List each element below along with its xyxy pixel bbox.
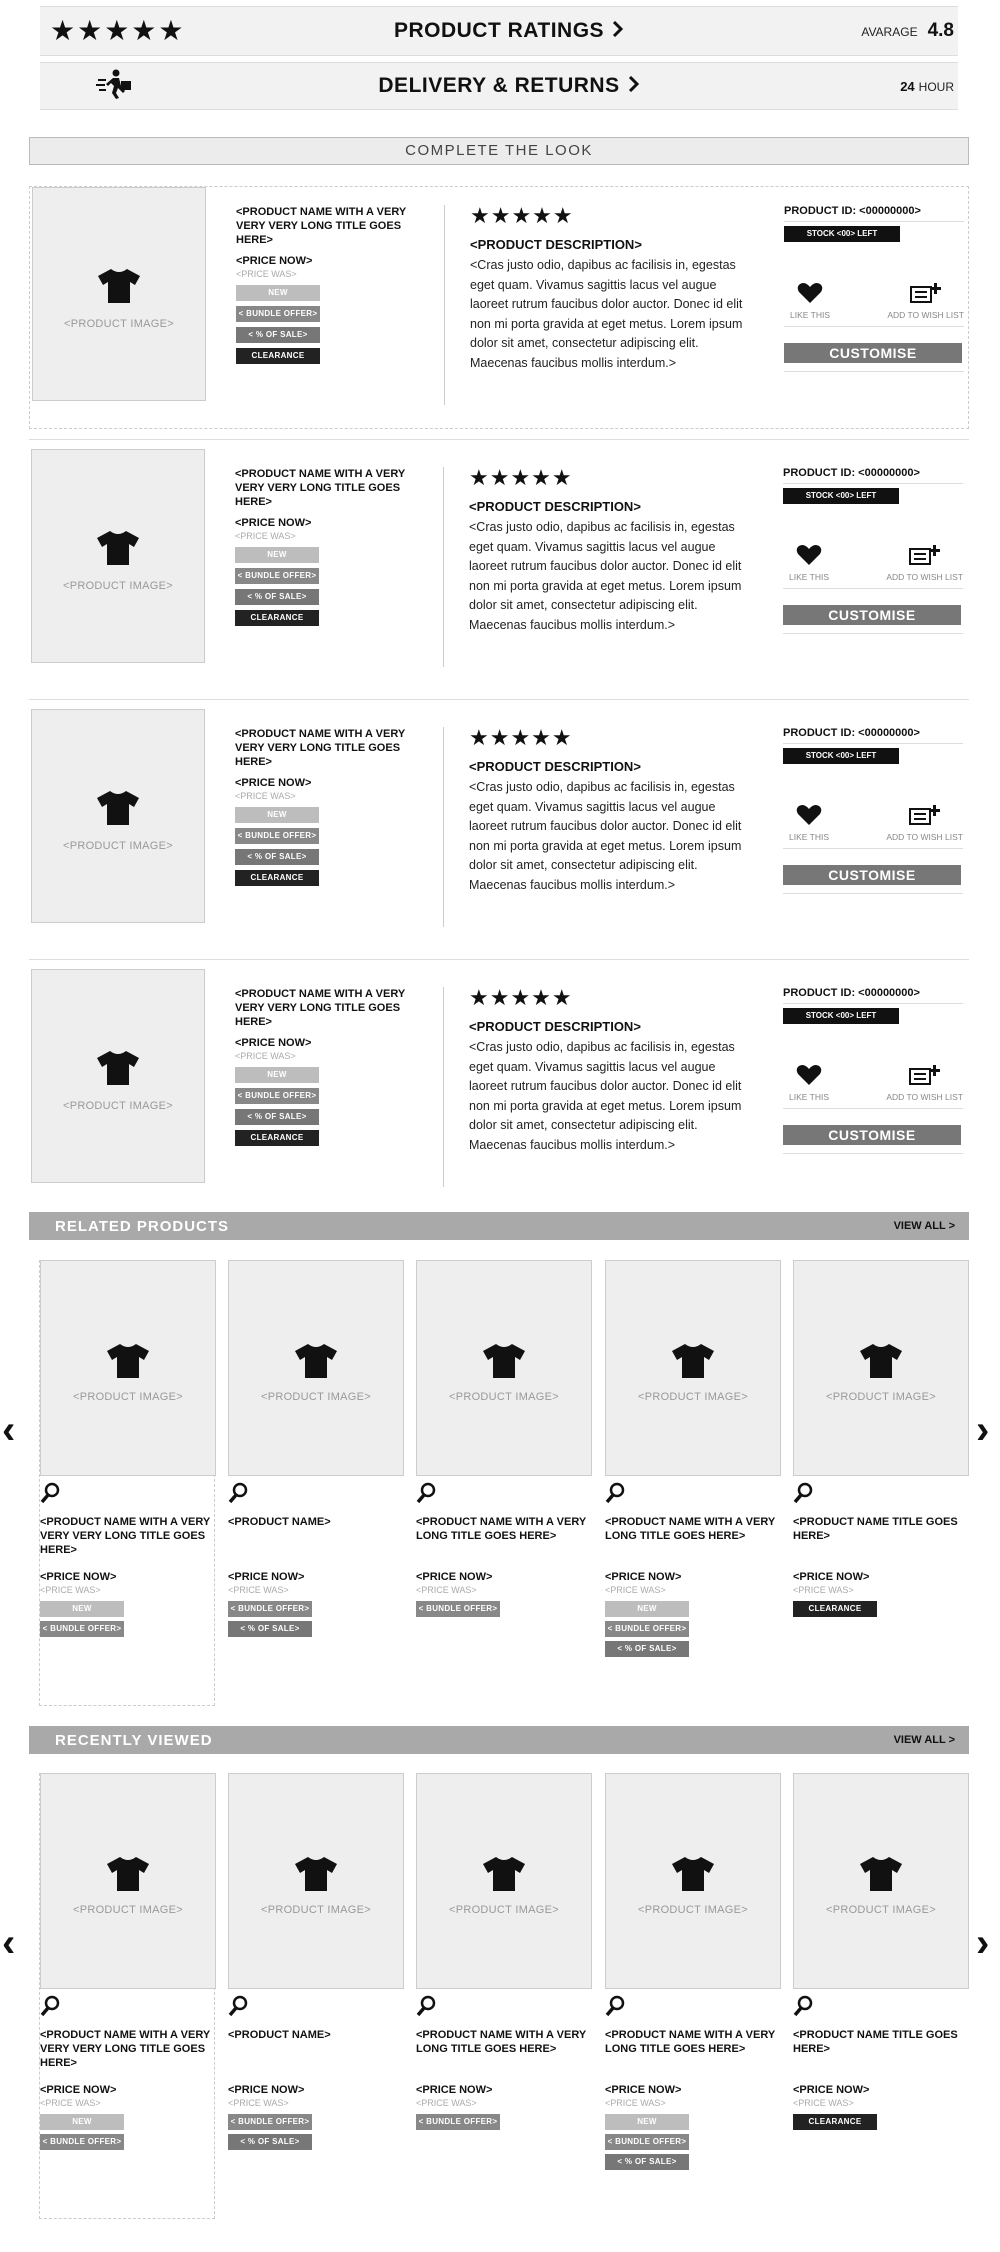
product-image[interactable] [605,1773,781,1989]
rating-stars: ★★★★★ [469,465,573,490]
add-to-wishlist-button[interactable] [886,544,963,582]
product-image[interactable] [31,969,205,1183]
chevron-right-icon [628,74,640,97]
price-was: <PRICE WAS> [235,1051,296,1061]
quick-view-search-icon[interactable] [793,1482,967,1509]
price-now: <PRICE NOW> [235,1037,312,1049]
tag-sale: < % OF SALE> [605,2154,689,2170]
vertical-divider [443,987,444,1187]
tag-new: NEW [605,2114,689,2130]
product-image-label: <PRODUCT IMAGE> [63,318,175,330]
delivery-returns-bar[interactable] [40,62,958,110]
product-card[interactable] [793,1773,969,2130]
tshirt-icon [294,1343,338,1384]
divider [783,1153,963,1154]
heart-icon [789,1064,829,1088]
tag-new: NEW [40,2114,124,2130]
product-name[interactable]: <PRODUCT NAME WITH A VERY VERY VERY LONG TITLE GOES HERE> [40,2029,211,2069]
price-now: <PRICE NOW> [605,2084,682,2096]
price-now: <PRICE NOW> [416,1571,493,1583]
tshirt-icon [482,1856,526,1897]
tag-new: NEW [235,807,319,823]
price-now: <PRICE NOW> [793,2084,870,2096]
product-image[interactable] [416,1260,592,1476]
description-title: <PRODUCT DESCRIPTION> [469,499,641,514]
heart-icon [789,544,829,568]
product-name[interactable]: <PRODUCT NAME WITH A VERY VERY VERY LONG TITLE GOES HERE> [235,468,406,508]
wishlist-add-icon [887,282,964,306]
delivery-hours-value: 24 [900,78,915,94]
product-image[interactable] [40,1260,216,1476]
price-now: <PRICE NOW> [416,2084,493,2096]
tshirt-icon [294,1856,338,1897]
stock-badge: STOCK <00> LEFT [783,748,899,764]
tag-new: NEW [236,285,320,301]
quick-view-search-icon[interactable] [416,1995,590,2022]
product-image[interactable] [793,1260,969,1476]
product-card[interactable] [605,1260,781,1657]
quick-view-search-icon[interactable] [605,1995,779,2022]
tag-sale: < % OF SALE> [228,1621,312,1637]
price-was: <PRICE WAS> [228,1585,289,1595]
tag-new: NEW [40,1601,124,1617]
price-was: <PRICE WAS> [416,2098,477,2108]
product-card[interactable] [39,1260,215,1706]
divider [783,893,963,894]
tag-clear: CLEARANCE [235,1130,319,1146]
tag-bundle: < BUNDLE OFFER> [228,1601,312,1617]
quick-view-search-icon[interactable] [228,1995,402,2022]
wishlist-add-icon [886,804,963,828]
product-ratings-label: PRODUCT RATINGS [393,19,605,42]
product-id: PRODUCT ID: <00000000> [783,467,963,484]
tag-bundle: < BUNDLE OFFER> [236,306,320,322]
like-button[interactable] [789,1064,829,1102]
product-name[interactable]: <PRODUCT NAME WITH A VERY LONG TITLE GOES HERE> [416,2029,587,2055]
product-card[interactable] [228,1260,404,1637]
stock-badge: STOCK <00> LEFT [784,226,900,242]
description-body: <Cras justo odio, dapibus ac facilisis in, egestas eget quam. Vivamus sagittis lacus vel augue laoreet rutrum faucibus dolor auctor. Donec id elit non mi porta gravida at eget metus. Lorem ipsum dolor sit amet, consectetur adipiscing elit. Maecenas faucibus mollis interdum.> [469,780,742,892]
recently-viewed-title: RECENTLY VIEWED [55,1731,213,1749]
divider [784,371,964,372]
carousel-prev-arrow[interactable]: ‹ [2,1921,16,1965]
tag-bundle: < BUNDLE OFFER> [605,2134,689,2150]
product-name[interactable]: <PRODUCT NAME WITH A VERY VERY VERY LONG TITLE GOES HERE> [235,728,406,768]
product-image[interactable] [793,1773,969,1989]
tshirt-icon [106,1856,150,1897]
price-was: <PRICE WAS> [416,1585,477,1595]
product-image-label: <PRODUCT IMAGE> [260,1391,372,1403]
tag-new: NEW [235,547,319,563]
wishlist-label: ADD TO WISH LIST [886,1092,963,1102]
quick-view-search-icon[interactable] [416,1482,590,1509]
product-card[interactable] [416,1260,592,1617]
complete-the-look-header: COMPLETE THE LOOK [29,137,969,165]
product-image[interactable] [31,449,205,663]
tag-bundle: < BUNDLE OFFER> [235,828,319,844]
rating-stars: ★★★★★ [50,15,186,46]
tshirt-icon [96,1050,140,1091]
like-label: LIKE THIS [790,310,830,320]
product-image[interactable] [228,1260,404,1476]
tag-sale: < % OF SALE> [235,849,319,865]
product-name[interactable]: <PRODUCT NAME WITH A VERY LONG TITLE GOES HERE> [605,2029,776,2055]
look-item [29,709,969,952]
tag-clear: CLEARANCE [235,870,319,886]
price-was: <PRICE WAS> [236,269,297,279]
wishlist-add-icon [886,544,963,568]
divider [29,439,969,440]
recent-view-all-link[interactable]: VIEW ALL > [893,1734,955,1746]
price-now: <PRICE NOW> [605,1571,682,1583]
product-name[interactable]: <PRODUCT NAME WITH A VERY VERY VERY LONG TITLE GOES HERE> [40,1516,211,1556]
product-id: PRODUCT ID: <00000000> [783,987,963,1004]
price-was: <PRICE WAS> [605,1585,666,1595]
tag-clear: CLEARANCE [236,348,320,364]
like-button[interactable] [790,282,830,320]
description-body: <Cras justo odio, dapibus ac facilisis in, egestas eget quam. Vivamus sagittis lacus vel augue laoreet rutrum faucibus dolor auctor. Donec id elit non mi porta gravida at eget metus. Lorem ipsum dolor sit amet, consectetur adipiscing elit. Maecenas faucibus mollis interdum.> [470,258,743,370]
product-image[interactable] [31,709,205,923]
vertical-divider [443,467,444,667]
tag-sale: < % OF SALE> [236,327,320,343]
look-item [29,449,969,692]
delivery-person-icon [96,69,134,104]
product-name[interactable]: <PRODUCT NAME> [228,2029,331,2041]
product-card[interactable] [416,1773,592,2130]
customise-button[interactable]: CUSTOMISE [783,605,961,625]
recently-viewed-header [29,1726,969,1754]
product-image-label: <PRODUCT IMAGE> [637,1904,749,1916]
tag-sale: < % OF SALE> [605,1641,689,1657]
vertical-divider [444,205,445,405]
like-label: LIKE THIS [789,1092,829,1102]
look-item [29,186,969,429]
wishlist-label: ADD TO WISH LIST [886,572,963,582]
tag-bundle: < BUNDLE OFFER> [40,1621,124,1637]
tshirt-icon [671,1343,715,1384]
price-now: <PRICE NOW> [236,255,313,267]
product-id: PRODUCT ID: <00000000> [784,205,964,222]
product-name[interactable]: <PRODUCT NAME WITH A VERY VERY VERY LONG TITLE GOES HERE> [235,988,406,1028]
quick-view-search-icon[interactable] [228,1482,402,1509]
tshirt-icon [482,1343,526,1384]
divider [29,699,969,700]
product-name[interactable]: <PRODUCT NAME WITH A VERY LONG TITLE GOES HERE> [416,1516,587,1542]
tshirt-icon [96,530,140,571]
price-was: <PRICE WAS> [228,2098,289,2108]
tag-bundle: < BUNDLE OFFER> [228,2114,312,2130]
product-image[interactable] [416,1773,592,1989]
tag-new: NEW [235,1067,319,1083]
heart-icon [790,282,830,306]
related-view-all-link[interactable]: VIEW ALL > [893,1220,955,1232]
description-title: <PRODUCT DESCRIPTION> [469,759,641,774]
tag-sale: < % OF SALE> [228,2134,312,2150]
price-now: <PRICE NOW> [40,2084,117,2096]
tshirt-icon [97,268,141,309]
product-image-label: <PRODUCT IMAGE> [72,1391,184,1403]
product-name[interactable]: <PRODUCT NAME TITLE GOES HERE> [793,2029,958,2055]
tshirt-icon [859,1856,903,1897]
price-now: <PRICE NOW> [40,1571,117,1583]
product-name[interactable]: <PRODUCT NAME WITH A VERY LONG TITLE GOES HERE> [605,1516,776,1542]
delivery-returns-label: DELIVERY & RETURNS [378,74,620,97]
tag-sale: < % OF SALE> [235,1109,319,1125]
price-was: <PRICE WAS> [235,531,296,541]
tag-bundle: < BUNDLE OFFER> [40,2134,124,2150]
product-image-label: <PRODUCT IMAGE> [62,840,174,852]
add-to-wishlist-button[interactable] [886,1064,963,1102]
price-was: <PRICE WAS> [40,1585,101,1595]
product-image-label: <PRODUCT IMAGE> [448,1391,560,1403]
price-now: <PRICE NOW> [228,2084,305,2096]
price-was: <PRICE WAS> [235,791,296,801]
wishlist-label: ADD TO WISH LIST [886,832,963,842]
price-was: <PRICE WAS> [605,2098,666,2108]
product-id: PRODUCT ID: <00000000> [783,727,963,744]
like-label: LIKE THIS [789,572,829,582]
rating-stars: ★★★★★ [469,985,573,1010]
product-image-label: <PRODUCT IMAGE> [260,1904,372,1916]
delivery-hours-label: HOUR [918,79,954,94]
product-image-label: <PRODUCT IMAGE> [62,1100,174,1112]
chevron-right-icon [612,19,624,42]
price-was: <PRICE WAS> [793,1585,854,1595]
product-card[interactable] [605,1773,781,2170]
tag-bundle: < BUNDLE OFFER> [416,2114,500,2130]
description-body: <Cras justo odio, dapibus ac facilisis in, egestas eget quam. Vivamus sagittis lacus vel augue laoreet rutrum faucibus dolor auctor. Donec id elit non mi porta gravida at eget metus. Lorem ipsum dolor sit amet, consectetur adipiscing elit. Maecenas faucibus mollis interdum.> [469,1040,742,1152]
product-image[interactable] [32,187,206,401]
stock-badge: STOCK <00> LEFT [783,1008,899,1024]
divider [29,959,969,960]
quick-view-search-icon[interactable] [40,1482,212,1509]
tshirt-icon [859,1343,903,1384]
quick-view-search-icon[interactable] [793,1995,967,2022]
product-name[interactable]: <PRODUCT NAME> [228,1516,331,1528]
customise-button[interactable]: CUSTOMISE [784,343,962,363]
product-name[interactable]: <PRODUCT NAME TITLE GOES HERE> [793,1516,958,1542]
average-value: 4.8 [927,20,954,41]
add-to-wishlist-button[interactable] [887,282,964,320]
tag-clear: CLEARANCE [235,610,319,626]
related-products-title: RELATED PRODUCTS [55,1217,230,1235]
wishlist-label: ADD TO WISH LIST [887,310,964,320]
average-label: AVARAGE [861,25,918,39]
tshirt-icon [96,790,140,831]
tag-bundle: < BUNDLE OFFER> [605,1621,689,1637]
tag-bundle: < BUNDLE OFFER> [235,1088,319,1104]
carousel-next-arrow[interactable]: › [976,1408,990,1452]
tshirt-icon [106,1343,150,1384]
rating-stars: ★★★★★ [470,203,574,228]
product-image-label: <PRODUCT IMAGE> [825,1904,937,1916]
product-card[interactable] [39,1773,215,2219]
price-now: <PRICE NOW> [793,1571,870,1583]
tag-bundle: < BUNDLE OFFER> [235,568,319,584]
price-now: <PRICE NOW> [228,1571,305,1583]
product-image-label: <PRODUCT IMAGE> [62,580,174,592]
product-image-label: <PRODUCT IMAGE> [825,1391,937,1403]
product-image-label: <PRODUCT IMAGE> [72,1904,184,1916]
stock-badge: STOCK <00> LEFT [783,488,899,504]
customise-button[interactable]: CUSTOMISE [783,1125,961,1145]
tag-bundle: < BUNDLE OFFER> [416,1601,500,1617]
carousel-next-arrow[interactable]: › [976,1921,990,1965]
product-card[interactable] [228,1773,404,2150]
description-body: <Cras justo odio, dapibus ac facilisis in, egestas eget quam. Vivamus sagittis lacus vel augue laoreet rutrum faucibus dolor auctor. Donec id elit non mi porta gravida at eget metus. Lorem ipsum dolor sit amet, consectetur adipiscing elit. Maecenas faucibus mollis interdum.> [469,520,742,632]
look-item [29,969,969,1212]
product-image-label: <PRODUCT IMAGE> [637,1391,749,1403]
price-was: <PRICE WAS> [793,2098,854,2108]
quick-view-search-icon[interactable] [40,1995,212,2022]
description-title: <PRODUCT DESCRIPTION> [469,1019,641,1034]
like-button[interactable] [789,804,829,842]
related-products-header [29,1212,969,1240]
product-name[interactable]: <PRODUCT NAME WITH A VERY VERY VERY LONG TITLE GOES HERE> [236,206,407,246]
product-image[interactable] [40,1773,216,1989]
like-button[interactable] [789,544,829,582]
quick-view-search-icon[interactable] [605,1482,779,1509]
description-title: <PRODUCT DESCRIPTION> [470,237,642,252]
heart-icon [789,804,829,828]
add-to-wishlist-button[interactable] [886,804,963,842]
product-card[interactable] [793,1260,969,1617]
tag-sale: < % OF SALE> [235,589,319,605]
carousel-prev-arrow[interactable]: ‹ [2,1408,16,1452]
price-now: <PRICE NOW> [235,777,312,789]
tag-clear: CLEARANCE [793,1601,877,1617]
product-image-label: <PRODUCT IMAGE> [448,1904,560,1916]
tag-new: NEW [605,1601,689,1617]
tshirt-icon [671,1856,715,1897]
customise-button[interactable]: CUSTOMISE [783,865,961,885]
like-label: LIKE THIS [789,832,829,842]
wishlist-add-icon [886,1064,963,1088]
product-image[interactable] [228,1773,404,1989]
divider [783,633,963,634]
product-image[interactable] [605,1260,781,1476]
price-was: <PRICE WAS> [40,2098,101,2108]
price-now: <PRICE NOW> [235,517,312,529]
tag-clear: CLEARANCE [793,2114,877,2130]
product-ratings-bar[interactable] [40,6,958,56]
rating-stars: ★★★★★ [469,725,573,750]
vertical-divider [443,727,444,927]
